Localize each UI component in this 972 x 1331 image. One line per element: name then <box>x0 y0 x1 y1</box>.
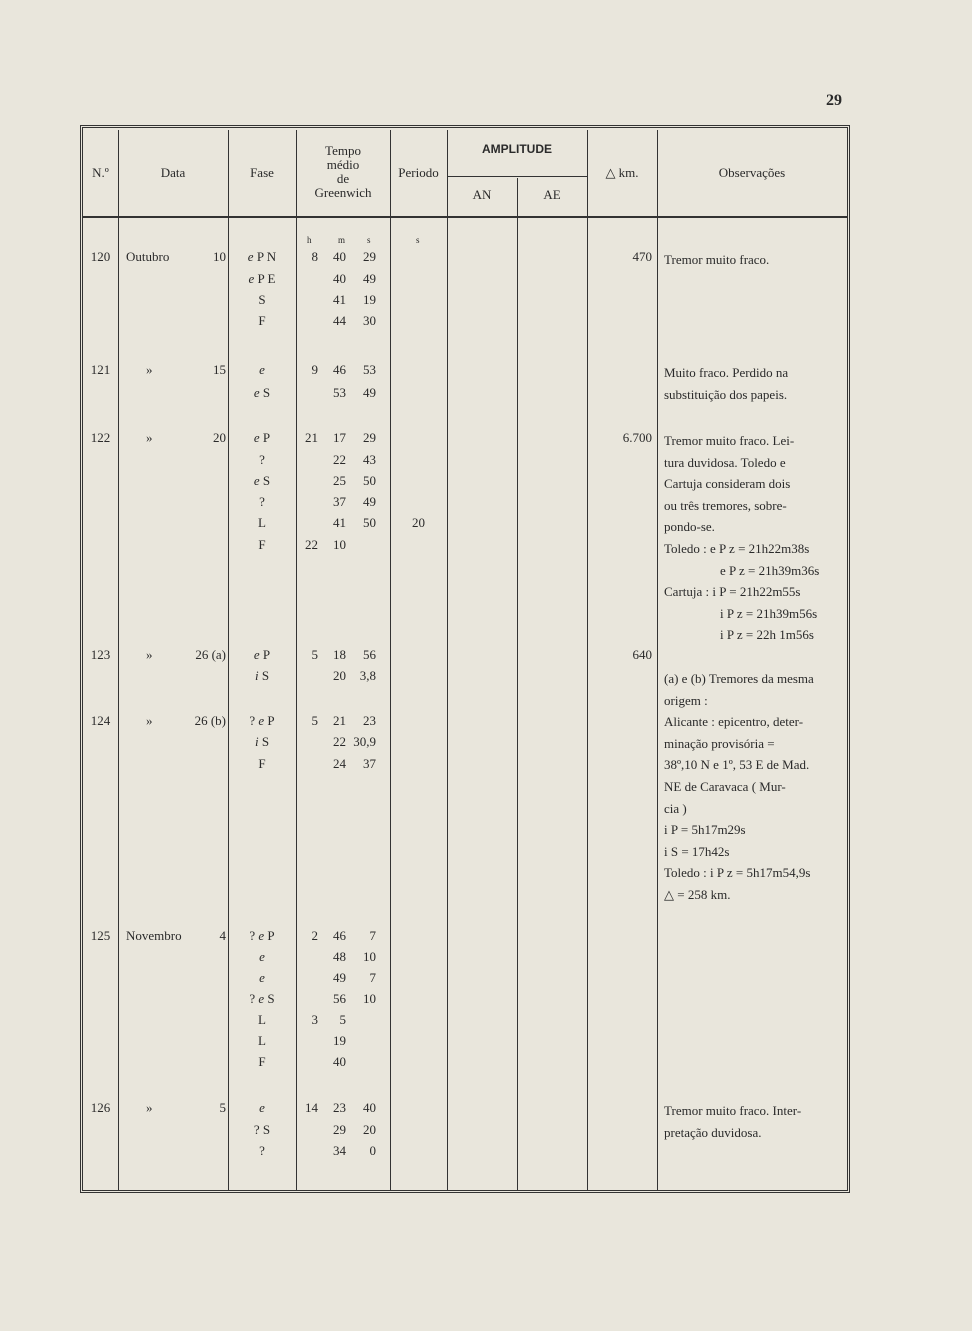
cell-dia: 20 <box>213 430 226 445</box>
observation-line: Muito fraco. Perdido na <box>664 365 789 380</box>
cell-s: 10 <box>363 991 376 1006</box>
cell-m: 34 <box>333 1143 346 1158</box>
observation-line: i S = 17h42s <box>664 843 730 859</box>
observation-line: ou três tremores, sobre- <box>664 497 787 513</box>
cell-s: 7 <box>369 970 376 985</box>
cell-mes: » <box>146 647 153 662</box>
observation-line: △ = 258 km. <box>664 886 731 902</box>
cell-s: 50 <box>363 473 376 488</box>
cell-fase: S <box>258 292 266 307</box>
cell-fase: e <box>259 362 265 377</box>
observation-line: pondo-se. <box>664 519 715 535</box>
header-divider <box>83 216 847 218</box>
cell-s: 49 <box>363 494 376 509</box>
cell-no: 126 <box>90 1100 111 1115</box>
cell-mes: » <box>146 362 153 377</box>
cell-mes: Novembro <box>126 928 182 943</box>
cell-m: 24 <box>333 756 346 771</box>
observation-line: Tremor muito fraco. Inter- <box>664 1103 802 1118</box>
cell-m: 23 <box>333 1100 346 1115</box>
cell-h: 3 <box>311 1012 318 1027</box>
cell-m: 49 <box>333 970 346 985</box>
page-number: 29 <box>826 92 842 109</box>
observation-line: substituição dos papeis. <box>664 386 788 402</box>
cell-s: 43 <box>363 452 376 467</box>
observation-line: Alicante : epicentro, deter- <box>664 714 804 730</box>
cell-fase: e P <box>253 647 271 662</box>
cell-s: 3,8 <box>359 668 376 683</box>
cell-m: 40 <box>333 271 346 286</box>
cell-s: 20 <box>363 1122 376 1137</box>
cell-fase: ? <box>259 1143 265 1158</box>
observation-line: 38º,10 N e 1º, 53 E de Mad. <box>664 757 810 773</box>
cell-m: 29 <box>333 1122 346 1137</box>
cell-s: 19 <box>363 292 376 307</box>
header-delta-km: △ km. <box>605 165 639 180</box>
cell-m: 20 <box>333 668 346 683</box>
col-divider <box>390 130 391 1190</box>
cell-fase: ? S <box>253 1122 271 1137</box>
cell-m: 48 <box>333 949 346 964</box>
cell-dia: 4 <box>219 928 226 943</box>
cell-fase: F <box>258 537 266 552</box>
cell-m: 40 <box>333 249 346 264</box>
header-an: AN <box>472 187 492 202</box>
header-fase: Fase <box>250 165 274 180</box>
unit-s: s <box>367 235 371 245</box>
cell-no: 122 <box>90 430 111 445</box>
observation-line: origem : <box>664 692 708 708</box>
cell-fase: e P E <box>248 271 276 286</box>
observation-line: minação provisória = <box>664 735 775 751</box>
observation-line: Cartuja : i P = 21h22m55s <box>664 584 801 600</box>
cell-fase: L <box>258 1033 266 1048</box>
cell-no: 124 <box>90 713 111 728</box>
observation-block <box>664 668 844 906</box>
cell-fase: i S <box>254 668 270 683</box>
observation-line: Toledo : e P z = 21h22m38s <box>664 540 810 556</box>
cell-dist: 6.700 <box>622 430 652 445</box>
cell-s: 53 <box>363 362 376 377</box>
cell-m: 19 <box>333 1033 346 1048</box>
cell-fase: ? e P <box>249 928 275 943</box>
cell-m: 46 <box>333 362 346 377</box>
observation-line: Tremor muito fraco. <box>664 252 770 267</box>
cell-per: 20 <box>412 515 425 530</box>
unit-periodo-s: s <box>416 235 420 245</box>
cell-s: 7 <box>369 928 376 943</box>
observation-block <box>664 362 844 405</box>
cell-h: 22 <box>305 537 318 552</box>
cell-s: 30 <box>363 313 376 328</box>
observation-line: e P z = 21h39m36s <box>720 562 820 578</box>
cell-m: 21 <box>333 713 346 728</box>
cell-fase: ? <box>259 452 265 467</box>
observation-line: tura duvidosa. Toledo e <box>664 454 786 470</box>
header-observacoes: Observações <box>718 165 786 180</box>
observation-block <box>664 430 844 646</box>
cell-s: 56 <box>363 647 376 662</box>
cell-h: 2 <box>311 928 318 943</box>
observation-line: i P z = 21h39m56s <box>720 605 818 621</box>
observation-line: (a) e (b) Tremores da mesma <box>664 671 814 686</box>
cell-fase: F <box>258 756 266 771</box>
cell-fase: L <box>258 1012 266 1027</box>
cell-m: 22 <box>333 734 346 749</box>
cell-mes: Outubro <box>126 249 170 264</box>
col-divider <box>118 130 119 1190</box>
cell-fase: i S <box>254 734 270 749</box>
cell-h: 9 <box>311 362 318 377</box>
observation-block <box>664 1100 844 1143</box>
cell-no: 123 <box>90 647 111 662</box>
cell-m: 10 <box>333 537 346 552</box>
cell-dia: 10 <box>213 249 226 264</box>
header-no: N.º <box>92 165 109 180</box>
cell-s: 40 <box>363 1100 376 1115</box>
amplitude-divider <box>447 176 587 177</box>
cell-m: 53 <box>333 385 346 400</box>
cell-fase: F <box>258 313 266 328</box>
cell-fase: e P N <box>247 249 277 264</box>
cell-s: 30,9 <box>353 734 376 749</box>
cell-fase: e <box>259 949 265 964</box>
observation-line: cia ) <box>664 800 687 816</box>
cell-no: 125 <box>90 928 111 943</box>
cell-s: 29 <box>363 249 376 264</box>
col-divider <box>447 130 448 1190</box>
cell-s: 0 <box>369 1143 376 1158</box>
cell-no: 121 <box>90 362 111 377</box>
observation-line: pretação duvidosa. <box>664 1124 762 1140</box>
cell-s: 29 <box>363 430 376 445</box>
cell-fase: e <box>259 970 265 985</box>
cell-m: 18 <box>333 647 346 662</box>
cell-dia: 26 (b) <box>194 713 226 728</box>
cell-fase: e S <box>253 385 271 400</box>
cell-m: 46 <box>333 928 346 943</box>
col-divider <box>517 178 518 1190</box>
cell-mes: » <box>146 1100 153 1115</box>
cell-h: 5 <box>311 647 318 662</box>
cell-fase: ? <box>259 494 265 509</box>
cell-fase: e <box>259 1100 265 1115</box>
cell-m: 25 <box>333 473 346 488</box>
unit-m: m <box>338 235 346 245</box>
unit-h: h <box>307 235 312 245</box>
observation-line: Toledo : i P z = 5h17m54,9s <box>664 865 811 881</box>
observation-line: Tremor muito fraco. Lei- <box>664 433 795 448</box>
cell-fase: ? e P <box>249 713 275 728</box>
observation-line: NE de Caravaca ( Mur- <box>664 778 786 794</box>
cell-s: 37 <box>363 756 376 771</box>
cell-s: 50 <box>363 515 376 530</box>
cell-m: 56 <box>333 991 346 1006</box>
header-amplitude: AMPLITUDE <box>482 142 552 156</box>
cell-dia: 26 (a) <box>195 647 226 662</box>
cell-dia: 5 <box>219 1100 226 1115</box>
cell-mes: » <box>146 430 153 445</box>
header-tempo: Tempo médio de Greenwich <box>314 143 372 200</box>
cell-fase: F <box>258 1054 266 1069</box>
cell-s: 23 <box>363 713 376 728</box>
cell-h: 21 <box>305 430 318 445</box>
cell-m: 41 <box>333 515 346 530</box>
cell-no: 120 <box>90 249 111 264</box>
col-divider <box>657 130 658 1190</box>
header-data: Data <box>160 165 186 180</box>
header-periodo: Periodo <box>398 165 439 180</box>
observation-line: i P z = 22h 1m56s <box>720 627 814 643</box>
cell-s: 10 <box>363 949 376 964</box>
header-ae: AE <box>543 187 561 202</box>
cell-s: 49 <box>363 271 376 286</box>
cell-fase: e S <box>253 473 271 488</box>
cell-fase: L <box>258 515 266 530</box>
cell-mes: » <box>146 713 153 728</box>
cell-m: 17 <box>333 430 346 445</box>
cell-dist: 470 <box>632 249 652 264</box>
cell-m: 41 <box>333 292 346 307</box>
cell-h: 5 <box>311 713 318 728</box>
cell-m: 37 <box>333 494 346 509</box>
cell-m: 44 <box>333 313 346 328</box>
cell-h: 14 <box>305 1100 318 1115</box>
cell-m: 5 <box>339 1012 346 1027</box>
cell-fase: ? e S <box>249 991 275 1006</box>
cell-dist: 640 <box>632 647 652 662</box>
cell-dia: 15 <box>213 362 226 377</box>
cell-h: 8 <box>311 249 318 264</box>
observation-block <box>664 249 844 271</box>
observation-line: Cartuja consideram dois <box>664 476 791 492</box>
cell-fase: e P <box>253 430 271 445</box>
observation-line: i P = 5h17m29s <box>664 822 746 838</box>
cell-m: 22 <box>333 452 346 467</box>
cell-m: 40 <box>333 1054 346 1069</box>
cell-s: 49 <box>363 385 376 400</box>
